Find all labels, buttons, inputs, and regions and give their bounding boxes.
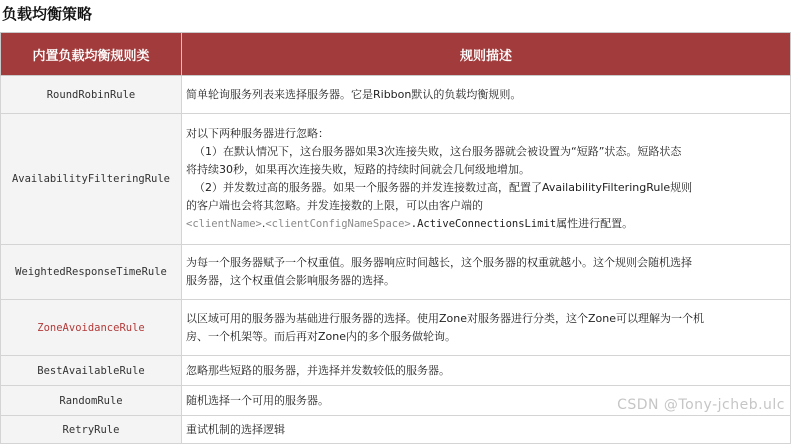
table-row bbox=[1, 356, 791, 386]
rule-description bbox=[182, 416, 791, 444]
code-active-connections-limit: .ActiveConnectionsLimit bbox=[410, 218, 557, 230]
description-line: 重试机制的选择逻辑 bbox=[186, 422, 285, 436]
description-line: 忽略那些短路的服务器，并选择并发数较低的服务器。 bbox=[186, 363, 450, 377]
code-client-name: <clientName> bbox=[186, 218, 262, 230]
description-line: 随机选择一个可用的服务器。 bbox=[186, 393, 329, 407]
description-line: 服务器，这个权重值会影响服务器的选择。 bbox=[186, 274, 395, 287]
rule-description bbox=[182, 114, 791, 245]
rule-name: RoundRobinRule bbox=[1, 76, 182, 114]
page-title: 负载均衡策略 bbox=[2, 5, 93, 23]
description-line: 简单轮询服务列表来选择服务器。它是Ribbon默认的负载均衡规则。 bbox=[186, 87, 522, 101]
table-row bbox=[1, 76, 791, 114]
table-row bbox=[1, 416, 791, 444]
code-client-config-namespace: <clientConfigNameSpace> bbox=[265, 218, 411, 230]
description-line: 房、一个机架等。而后再对Zone内的多个服务做轮询。 bbox=[186, 329, 457, 343]
description-line: 为每一个服务器赋予一个权重值。服务器响应时间越长，这个服务器的权重就越小。这个规则会随机选择 bbox=[186, 256, 692, 269]
description-line: 以区域可用的服务器为基础进行服务器的选择。使用Zone对服务器进行分类，这个Zone可以理解为一个机 bbox=[186, 311, 705, 325]
watermark: CSDN @Tony-jcheb.ulc bbox=[617, 397, 785, 413]
rule-name: WeightedResponseTimeRule bbox=[1, 245, 182, 300]
rule-description bbox=[182, 76, 791, 114]
table-row bbox=[1, 300, 791, 356]
description-line: 将持续30秒，如果再次连接失败，短路的持续时间就会几何级地增加。 bbox=[186, 163, 530, 176]
rule-description bbox=[182, 356, 791, 386]
code-separator: . bbox=[261, 217, 266, 230]
rule-name: RetryRule bbox=[1, 416, 182, 444]
column-header-rule-class: 内置负载均衡规则类 bbox=[1, 33, 182, 76]
description-line: （1）在默认情况下，这台服务器如果3次连接失败，这台服务器就会被设置为“短路”状态。短路状态 bbox=[194, 145, 682, 158]
table-row bbox=[1, 245, 791, 300]
table-row bbox=[1, 114, 791, 245]
rule-description bbox=[182, 300, 791, 356]
rules-table bbox=[0, 32, 791, 444]
table-header-row bbox=[1, 33, 791, 76]
rule-name: BestAvailableRule bbox=[1, 356, 182, 386]
description-line: 的客户端也会将其忽略。并发连接数的上限，可以由客户端的 bbox=[186, 199, 483, 212]
rule-name: RandomRule bbox=[1, 386, 182, 416]
rule-name: AvailabilityFilteringRule bbox=[1, 114, 182, 245]
description-line: 对以下两种服务器进行忽略： bbox=[186, 127, 329, 140]
rule-description bbox=[182, 245, 791, 300]
column-header-rule-description: 规则描述 bbox=[182, 33, 791, 76]
description-line: （2）并发数过高的服务器。如果一个服务器的并发连接数过高，配置了AvailabilityFilteringRule规则 bbox=[194, 181, 693, 194]
description-line-config bbox=[186, 215, 785, 233]
description-tail: 属性进行配置。 bbox=[556, 217, 634, 230]
rule-name: ZoneAvoidanceRule bbox=[1, 300, 182, 356]
